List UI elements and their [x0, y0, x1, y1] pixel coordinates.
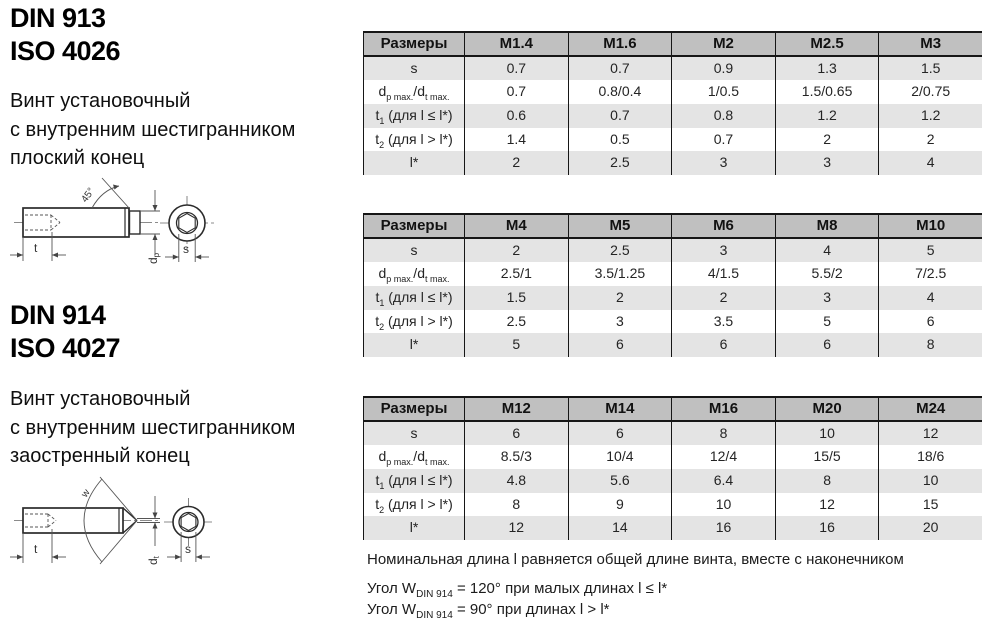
row-label: $d_{p max.}/d_{t max.}$	[378, 448, 450, 468]
table-cell: 1.3	[775, 57, 879, 81]
description-line: с внутренним шестигранником	[10, 416, 296, 439]
table-cell: 1.2	[878, 104, 982, 128]
table-cell: 15/5	[775, 445, 879, 469]
table-cell: 2	[568, 286, 672, 310]
socket-depth-label: t	[34, 542, 38, 556]
table-cell: 10	[671, 493, 775, 517]
row-label: s	[364, 422, 464, 446]
table-cell: 6	[671, 333, 775, 357]
row-label: l*	[364, 516, 464, 540]
row-label: s	[364, 239, 464, 263]
tip-diameter-label: dt	[146, 556, 161, 565]
row-label: $d_{p max.}/d_{t max.}$	[378, 83, 450, 103]
column-header: M3	[878, 33, 982, 57]
row-label: $d_{p max.}/d_{t max.}$	[378, 265, 450, 285]
din914-standard: DIN 914	[10, 300, 106, 330]
table-cell: 0.9	[671, 57, 775, 81]
column-header: M4	[464, 215, 568, 239]
table-cell: 0.5	[568, 128, 672, 152]
din913-flat-point-drawing	[8, 166, 260, 270]
description-line: заостренный конец	[10, 445, 190, 467]
description-line: плоский конец	[10, 147, 145, 169]
table-cell: 1.5	[878, 57, 982, 81]
dimensions-table-small-sizes	[363, 31, 982, 175]
row-label: $t_1$ (для l ≤ l*)	[364, 286, 464, 310]
table-cell: 8	[878, 333, 982, 357]
cone-angle-label: w	[79, 487, 93, 500]
table-cell: 8	[775, 469, 879, 493]
point-diameter-label: dp	[146, 252, 161, 264]
row-label: $t_2$ (для l > l*)	[375, 495, 453, 515]
column-header: M12	[464, 398, 568, 422]
table-cell: 8.5/3	[464, 445, 568, 469]
table-cell: 3	[775, 286, 879, 310]
table-cell: 2	[878, 128, 982, 152]
table-cell: 10	[878, 469, 982, 493]
din914-cone-point-drawing	[8, 470, 260, 570]
row-label: $t_1$ (для l ≤ l*)	[364, 469, 464, 493]
table-cell: 0.7	[464, 57, 568, 81]
socket-depth-label: t	[34, 241, 38, 255]
table-cell: 6.4	[671, 469, 775, 493]
table-cell: 3	[568, 310, 672, 334]
table-cell: 16	[775, 516, 879, 540]
table-cell: 1.5/0.65	[775, 80, 879, 104]
note-angle-120: Угол $W_{DIN 914} = 120^\circ$ при малых длинах l ≤ l*	[367, 580, 668, 600]
row-label: $t_2$ (для l > l*)	[375, 312, 453, 332]
column-header: M6	[671, 215, 775, 239]
description-line: Винт установочный	[10, 388, 191, 410]
table-cell: 6	[568, 422, 672, 446]
dimensions-table-medium-sizes	[363, 213, 982, 357]
table-cell: 0.7	[464, 80, 568, 104]
table-cell: 10	[775, 422, 879, 446]
table-cell: 4/1.5	[671, 262, 775, 286]
table-cell: 1.4	[464, 128, 568, 152]
din913-heading	[10, 2, 120, 68]
hex-size-label: s	[183, 242, 189, 256]
table-cell: 4	[775, 239, 879, 263]
description-line: Винт установочный	[10, 90, 191, 112]
column-header: M24	[878, 398, 982, 422]
column-header: M16	[671, 398, 775, 422]
table-cell: 12	[878, 422, 982, 446]
size-column-header: Размеры	[364, 215, 464, 239]
table-cell: 4.8	[464, 469, 568, 493]
table-cell: 4	[878, 151, 982, 175]
table-cell: 10/4	[568, 445, 672, 469]
row-label: $t_1$ (для l ≤ l*)	[364, 104, 464, 128]
table-cell: 2	[671, 286, 775, 310]
table-cell: 2.5/1	[464, 262, 568, 286]
chamfer-angle-label: 45°	[79, 186, 98, 205]
table-cell: 3.5	[671, 310, 775, 334]
column-header: M2.5	[775, 33, 879, 57]
table-cell: 8	[671, 422, 775, 446]
table-cell: 20	[878, 516, 982, 540]
hex-size-label: s	[185, 542, 191, 556]
table-cell: 0.7	[671, 128, 775, 152]
table-cell: 5	[878, 239, 982, 263]
column-header: M14	[568, 398, 672, 422]
table-cell: 6	[464, 422, 568, 446]
row-label: $t_2$ (для l > l*)	[375, 130, 453, 150]
din914-heading	[10, 299, 120, 365]
table-cell: 2.5	[568, 239, 672, 263]
din913-standard: DIN 913	[10, 3, 106, 33]
table-cell: 1.2	[775, 104, 879, 128]
table-cell: 12/4	[671, 445, 775, 469]
table-cell: 5.6	[568, 469, 672, 493]
table-cell: 5	[775, 310, 879, 334]
table-cell: 2	[775, 128, 879, 152]
table-cell: 14	[568, 516, 672, 540]
table-cell: 8	[464, 493, 568, 517]
table-cell: 2	[464, 151, 568, 175]
table-cell: 12	[464, 516, 568, 540]
table-cell: 0.7	[568, 57, 672, 81]
table-cell: 2.5	[568, 151, 672, 175]
row-label: l*	[364, 151, 464, 175]
column-header: M1.6	[568, 33, 672, 57]
column-header: M10	[878, 215, 982, 239]
table-cell: 5	[464, 333, 568, 357]
table-cell: 16	[671, 516, 775, 540]
table-cell: 1/0.5	[671, 80, 775, 104]
table-cell: 5.5/2	[775, 262, 879, 286]
size-column-header: Размеры	[364, 398, 464, 422]
table-cell: 0.6	[464, 104, 568, 128]
table-cell: 18/6	[878, 445, 982, 469]
table-cell: 4	[878, 286, 982, 310]
table-cell: 6	[568, 333, 672, 357]
table-cell: 6	[775, 333, 879, 357]
column-header: M1.4	[464, 33, 568, 57]
table-cell: 2.5	[464, 310, 568, 334]
table-cell: 0.8/0.4	[568, 80, 672, 104]
column-header: M5	[568, 215, 672, 239]
table-cell: 3	[671, 151, 775, 175]
table-cell: 2	[464, 239, 568, 263]
table-cell: 6	[878, 310, 982, 334]
table-cell: 3	[775, 151, 879, 175]
description-line: с внутренним шестигранником	[10, 118, 296, 141]
note-angle-90: Угол $W_{DIN 914} = 90^\circ$ при длинах l > l*	[367, 601, 610, 621]
row-label: l*	[364, 333, 464, 357]
table-cell: 0.8	[671, 104, 775, 128]
note-nominal-length: Номинальная длина l равняется общей длине винта, вместе с наконечником	[367, 551, 904, 568]
column-header: M20	[775, 398, 879, 422]
column-header: M2	[671, 33, 775, 57]
din914-description	[10, 385, 295, 471]
table-cell: 0.7	[568, 104, 672, 128]
size-column-header: Размеры	[364, 33, 464, 57]
table-cell: 12	[775, 493, 879, 517]
table-cell: 15	[878, 493, 982, 517]
table-cell: 1.5	[464, 286, 568, 310]
iso4027-standard: ISO 4027	[10, 333, 121, 363]
iso4026-standard: ISO 4026	[10, 36, 121, 66]
table-cell: 7/2.5	[878, 262, 982, 286]
column-header: M8	[775, 215, 879, 239]
table-cell: 2/0.75	[878, 80, 982, 104]
din913-description	[10, 87, 295, 173]
row-label: s	[364, 57, 464, 81]
table-cell: 3.5/1.25	[568, 262, 672, 286]
dimensions-table-large-sizes	[363, 396, 982, 540]
table-cell: 9	[568, 493, 672, 517]
table-cell: 3	[671, 239, 775, 263]
